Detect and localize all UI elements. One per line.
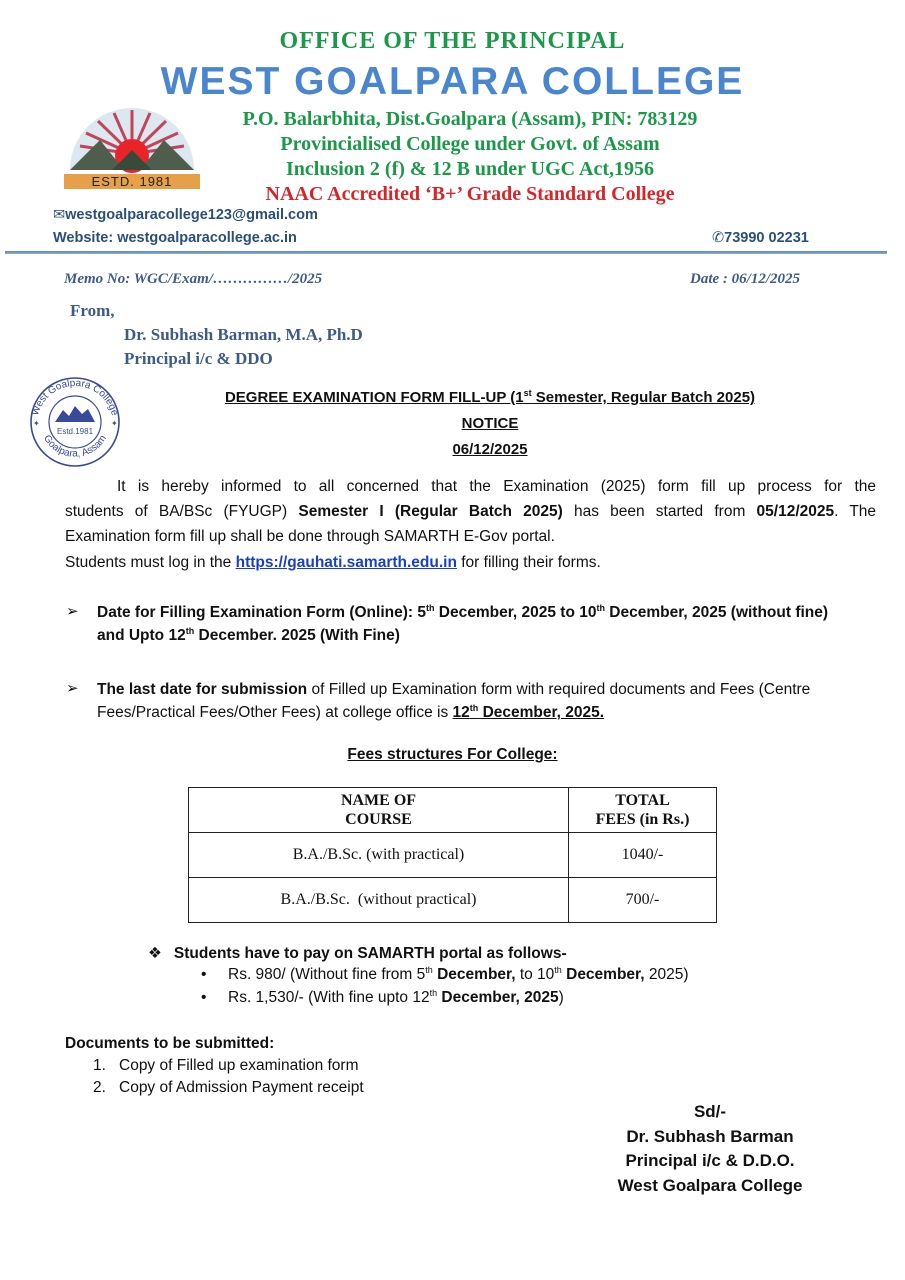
- document-item: 1. Copy of Filled up examination form: [93, 1057, 359, 1074]
- svg-text:✦: ✦: [111, 419, 118, 428]
- college-seal: [25, 376, 125, 468]
- body-paragraph-line-1: It is hereby informed to all concerned that the Examination (2025) form fill up process for the: [117, 478, 876, 495]
- payment-item-without-fine: • Rs. 980/ (Without fine from 5th December, to 10th December, 2025): [201, 964, 689, 983]
- arrow-bullet-icon: ➢: [66, 680, 79, 697]
- payment-item-with-fine: • Rs. 1,530/- (With fine upto 12th December, 2025): [201, 987, 564, 1006]
- email-contact[interactable]: [53, 207, 318, 223]
- college-seal-icon: [25, 376, 125, 468]
- table-header-row: [189, 788, 717, 833]
- envelope-icon: ✉: [53, 207, 66, 223]
- samarth-portal-link[interactable]: https://gauhati.samarth.edu.in: [235, 554, 457, 571]
- signatory-college: West Goalpara College: [617, 1175, 803, 1195]
- memo-date: Date : 06/12/2025: [690, 271, 800, 287]
- address-line-2: Provincialised College under Govt. of Assam: [280, 133, 660, 155]
- signatory-title: Principal i/c & D.D.O.: [625, 1151, 795, 1170]
- svg-text:ESTD. 1981: ESTD. 1981: [91, 174, 173, 189]
- table-row: [189, 833, 717, 878]
- body-paragraph-line-2: students of BA/BSc (FYUGP) Semester I (Regular Batch 2025) has been started from 05/12/2025. The: [65, 503, 877, 520]
- email-address[interactable]: westgoalparacollege123@gmail.com: [65, 207, 318, 223]
- from-name: Dr. Subhash Barman, M.A, Ph.D: [124, 325, 363, 344]
- phone-contact: [712, 230, 809, 246]
- svg-text:Estd.1981: Estd.1981: [56, 427, 94, 436]
- diamond-bullet-icon: ❖: [148, 945, 162, 962]
- body-paragraph-line-3: Examination form fill up shall be done through SAMARTH E-Gov portal.: [65, 528, 555, 545]
- website-link[interactable]: Website: westgoalparacollege.ac.in: [53, 230, 297, 246]
- payment-heading: ❖ Students have to pay on SAMARTH portal as follows-: [148, 945, 567, 962]
- table-row: [189, 878, 717, 923]
- memo-number: Memo No: WGC/Exam/……………/2025: [64, 271, 323, 287]
- svg-text:Goalpara, Assam: Goalpara, Assam: [41, 433, 109, 460]
- college-name: WEST GOALPARA COLLEGE: [160, 60, 745, 103]
- document-item: 2. Copy of Admission Payment receipt: [93, 1079, 364, 1096]
- phone-number: 73990 02231: [724, 230, 809, 246]
- course-cell: B.A./B.Sc. (with practical): [189, 833, 569, 878]
- notice-date: 06/12/2025: [452, 441, 528, 458]
- svg-text:✦: ✦: [33, 419, 40, 428]
- from-label: From,: [70, 301, 115, 320]
- course-cell: B.A./B.Sc. (without practical): [189, 878, 569, 923]
- fee-cell: 1040/-: [569, 833, 717, 878]
- office-heading: OFFICE OF THE PRINCIPAL: [279, 28, 626, 54]
- bullet-submission-deadline: The last date for submission of Filled up Examination form with required documents and Fees (Centre Fees/Practical Fees/Other Fees) at college office is 12th December, 2025.: [97, 681, 811, 721]
- svg-text:West Goalpara College: West Goalpara College: [29, 377, 120, 418]
- column-header-fees: TOTAL FEES (in Rs.): [569, 788, 717, 833]
- bullet-filling-dates: Date for Filling Examination Form (Online): 5th December, 2025 to 10th December, 2025 (without fine) and Upto 12th December. 2025 (With Fine): [97, 602, 829, 644]
- fee-cell: 700/-: [569, 878, 717, 923]
- arrow-bullet-icon: ➢: [66, 603, 79, 620]
- signature-sd: Sd/-: [693, 1102, 727, 1121]
- login-instruction: Students must log in the https://gauhati.samarth.edu.in for filling their forms.: [65, 554, 601, 571]
- letterhead-divider: [5, 251, 887, 254]
- phone-icon: ✆: [712, 230, 725, 246]
- address-line-1: P.O. Balarbhita, Dist.Goalpara (Assam), PIN: 783129: [242, 108, 698, 130]
- fees-structure-title: Fees structures For College:: [347, 746, 558, 763]
- address-line-3: Inclusion 2 (f) & 12 B under UGC Act,1956: [286, 158, 654, 180]
- signature-block: [590, 1100, 830, 1198]
- signatory-name: Dr. Subhash Barman: [626, 1126, 794, 1146]
- bullet-icon: •: [201, 989, 207, 1006]
- naac-accreditation: NAAC Accredited ‘B+’ Grade Standard College: [265, 183, 675, 205]
- documents-title: Documents to be submitted:: [65, 1035, 275, 1052]
- fees-table: [188, 787, 717, 923]
- column-header-course: NAME OF COURSE: [189, 788, 569, 833]
- notice-title: DEGREE EXAMINATION FORM FILL-UP (1st Semester, Regular Batch 2025): [224, 388, 756, 406]
- from-title: Principal i/c & DDO: [124, 349, 273, 368]
- bullet-icon: •: [201, 966, 207, 983]
- notice-label: NOTICE: [461, 415, 519, 432]
